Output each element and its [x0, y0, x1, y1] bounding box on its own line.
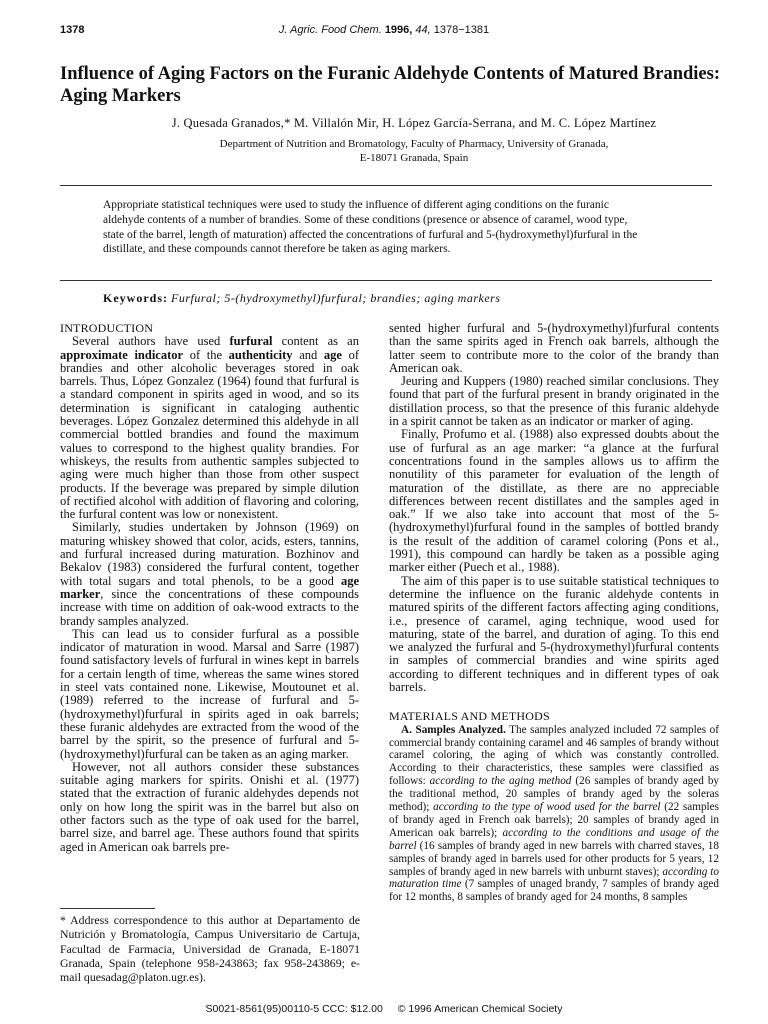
- copyright: © 1996 American Chemical Society: [397, 1003, 563, 1015]
- page-number: 1378: [60, 24, 85, 36]
- article-title: Influence of Aging Factors on the Furanic Aldehyde Contents of Matured Brandies: Aging Markers: [60, 64, 721, 106]
- left-column: [60, 322, 359, 854]
- doi-code: S0021-8561(95)00110-5 CCC: $12.00: [205, 1003, 383, 1015]
- author-list: J. Quesada Granados,* M. Villalón Mir, H. López García-Serrana, and M. C. López Martínez: [171, 116, 657, 130]
- footnote: * Address correspondence to this author at Departamento de Nutrición y Bromatología, Campus Universitario de Cartuja, Facultad de Farmacia, Universidad de Granada, E-18071 Granada, Spain (telephone 958-243863; fax 958-243869; e-mail quesadag@platon.ugr.es).: [60, 913, 360, 985]
- keywords-label: Keywords:: [103, 291, 168, 305]
- paragraph: Several authors have used furfural content as an approximate indicator of the authenticity and age of brandies and other alcoholic beverages stored in oak barrels. Thus, López Gonzalez (1964) found that furfural is a standard component in spirits aged in wood, and so its determination is significant in cataloging authentic beverages. López Gonzalez determined this aldehyde in all commercial bottled brandies and found the maximum values to correspond to the highest quality brandies. For whiskeys, the results from authentic samples subjected to aging were much higher than those from other suspect products. If the beverage was prepared by simple dilution of rectified alcohol with addition of flavoring and coloring, the furfural content was low or nonexistent.: [60, 334, 359, 522]
- section-heading-methods: MATERIALS AND METHODS: [389, 709, 550, 724]
- journal-year: 1996,: [384, 24, 413, 36]
- journal-header: [0, 24, 768, 36]
- paragraph: Jeuring and Kuppers (1980) reached similar conclusions. They found that part of the furfural present in brandy originated in the distillation process, so that the presence of this furanic aldehyde in a spirit cannot be taken as an indicator or marker of aging.: [389, 374, 719, 429]
- paragraph: However, not all authors consider these substances suitable aging markers for spirits. Onishi et al. (1977) stated that the extraction of furanic aldehydes depends not only on how long the spirit was in the barrel but also on other factors such as the type of oak used for the barrel, barrel size, and barrel age. These authors found that spirits aged in American oak barrels pre-: [60, 759, 359, 854]
- journal-volume: 44,: [415, 24, 431, 36]
- keywords-text: Furfural; 5-(hydroxymethyl)furfural; brandies; aging markers: [171, 291, 501, 305]
- paragraph: This can lead us to consider furfural as a possible indicator of maturation in wood. Marsal and Sarre (1987) found satisfactory levels of furfural in wines kept in barrels for a certain length of time, whereas the same wines stored in steel vats contained none. Likewise, Moutounet et al. (1989) referred to the increase of furfural and 5-(hydroxymethyl)furfural in spirits aged in oak barrels; these furanic aldehydes are extracted from the wood of the barrel by the spirit, so the presence of furfural and 5-(hydroxymethyl)furfural can be taken as an aging marker.: [60, 626, 359, 761]
- affiliation: [60, 137, 768, 165]
- abstract: Appropriate statistical techniques were used to study the influence of different aging conditions on the furanic aldehyde contents of a number of brandies. Some of these conditions (presence or absence of caramel, wood type, state of the barrel, length of maturation) affected the concentrations of furfural and 5-(hydroxymethyl)furfural in the distillate, and these compounds cannot therefore be taken as aging markers.: [103, 199, 638, 256]
- divider-top: [60, 185, 712, 186]
- footnote-divider: [60, 908, 155, 909]
- affiliation-line: Department of Nutrition and Bromatology, Faculty of Pharmacy, University of Granada,: [219, 138, 609, 150]
- paragraph: A. Samples Analyzed. The samples analyzed included 72 samples of commercial brandy containing caramel and 46 samples of brandy without caramel coloring, the aging of which was constantly controlled. According to their characteristics, these samples were classified as follows: according to the aging method (26 samples of brandy aged by the traditional method, 20 samples of brandy aged by the soleras method); according to the type of wood used for the barrel (22 samples of brandy aged in French oak barrels); 20 samples of brandy aged in American oak barrels); according to the conditions and usage of the barrel (16 samples of brandy aged in new barrels with charred staves, 18 samples of brandy aged in barrels used for other products for 5 years, 12 samples of brandy aged in new barrels with unburnt staves); according to maturation time (7 samples of unaged brandy, 7 samples of brandy aged for 12 months, 8 samples of brandy aged for 24 months, 8 samples: [389, 723, 720, 904]
- affiliation-line: E-18071 Granada, Spain: [359, 152, 469, 164]
- section-heading-introduction: INTRODUCTION: [60, 321, 154, 335]
- keywords: [103, 291, 703, 306]
- divider-bottom: [60, 280, 712, 281]
- page-footer: [0, 1003, 768, 1015]
- journal-pages: 1378−1381: [433, 24, 490, 36]
- paragraph: Finally, Profumo et al. (1988) also expressed doubts about the use of furfural as an age marker: “a glance at the furfural concentrations found in the samples allows us to affirm the nonutility of this parameter for evaluation of the length of maturation of the distillate, as there are no appreciable differences between recent distillates and the samples aged in oak.” If we also take into account that most of the 5-(hydroxymethyl)furfural found in the samples of bottled brandy is the result of the addition of caramel coloring (Pons et al., 1991), this compound can hardly be taken as a possible aging marker either (Puech et al., 1988).: [389, 427, 719, 575]
- paragraph: The aim of this paper is to use suitable statistical techniques to determine the influence on the furanic aldehyde contents in matured spirits of the different factors affecting aging conditions, i.e., presence of caramel, aging technique, wood used for maturing, state of the barrel, and duration of aging. To this end we analyzed the furfural and 5-(hydroxymethyl)furfural contents in samples of commercial brandies and wine spirits aged according to different techniques and in different types of oak barrels.: [389, 573, 719, 695]
- paragraph-continued: sented higher furfural and 5-(hydroxymethyl)furfural contents than the same spirits aged in French oak barrels, although the latter seem to contribute more to the color of the brandy than American oak.: [389, 321, 719, 375]
- journal-name: J. Agric. Food Chem.: [278, 24, 382, 36]
- paragraph: Similarly, studies undertaken by Johnson (1969) on maturing whiskey showed that color, acids, esters, tannins, and furfural increased during maturation. Bozhinov and Bekalov (1983) considered the furfural content, together with total sugars and total phenols, to be a good age marker, since the concentrations of these compounds increase with time on addition of oak-wood extracts to the brandy samples analyzed.: [60, 520, 359, 628]
- right-column: [389, 322, 719, 904]
